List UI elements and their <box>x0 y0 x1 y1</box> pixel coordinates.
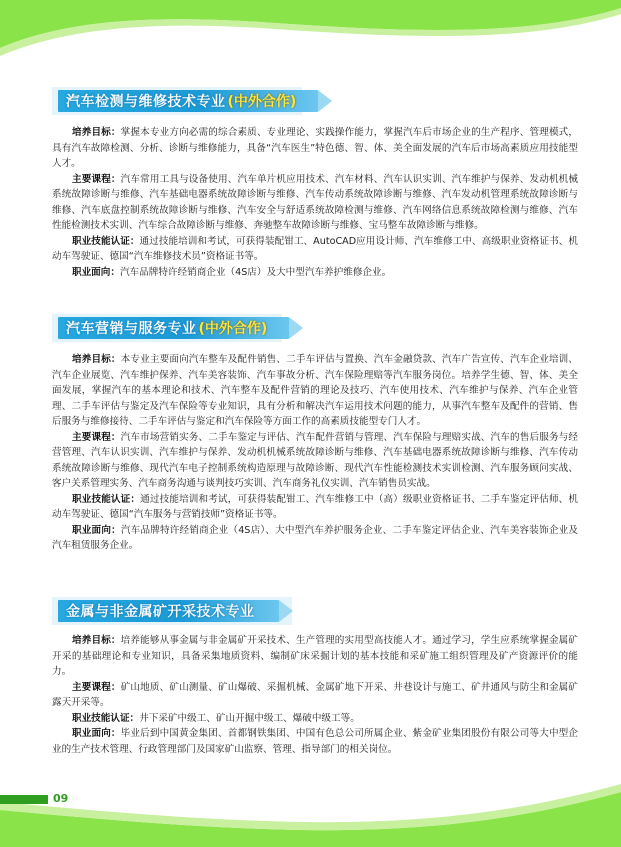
paragraph <box>52 523 578 554</box>
paragraph-text: 掌握本专业方向必需的综合素质、专业理论、实践操作能力，掌握汽车后市场企业的生产程序、管理模式，具有汽车故障检测、分析、诊断与维修能力，具备“汽车医生”特色德、智、体、美全面发展的汽车后市场高素质应用技能型人才。 <box>52 127 579 169</box>
paragraph-label: 培养目标： <box>72 635 121 646</box>
paragraph-label: 主要课程： <box>72 681 121 693</box>
paragraph-text: 通过技能培训和考试，可获得装配钳工、汽车维修工中（高）级职业资格证书、二手车鉴定评估师、机动车驾驶证、德国“汽车服务与营销技师”资格证书等。 <box>52 493 579 520</box>
top-green-swoosh <box>0 0 621 80</box>
paragraph-text: 毕业后到中国黄金集团、首都钢铁集团、中国有色总公司所属企业、紫金矿业集团股份有限公司等大中型企业的生产技术管理、行政管理部门及国家矿山监察、管理、指导部门的相关岗位。 <box>52 728 579 755</box>
paragraph-text: 井下采矿中级工、矿山开掘中级工、爆破中级工等。 <box>139 712 360 724</box>
section-title: 汽车营销与服务专业 <box>66 321 197 337</box>
paragraph-label: 主要课程： <box>72 431 121 443</box>
section-body <box>52 633 578 757</box>
section-tag: (中外合作) <box>227 94 297 110</box>
paragraph <box>52 352 578 430</box>
paragraph-label: 职业技能认证： <box>72 493 141 505</box>
paragraph <box>52 172 578 234</box>
paragraph-text: 汽车品牌特许经销商企业（4S店）、大中型汽车养护服务企业、二手车鉴定评估企业、汽车美容装饰企业及汽车租赁服务企业。 <box>52 524 578 551</box>
bottom-green-swoosh <box>0 780 621 847</box>
paragraph-text: 汽车市场营销实务、二手车鉴定与评估、汽车配件营销与管理、汽车保险与理赔实战、汽车的售后服务与经营管理、汽车认识实训、汽车维护与保养、发动机机械系统故障诊断与维修、汽车基础电器系统故障诊断与维修、汽车传动系统故障诊断与维修、现代汽车电子控制系统构造原理与故障诊断、现代汽车性能检测技术实训检测、汽车服务顾问实战、客户关系管理实务、汽车商务沟通与谈判技巧实训、汽车商务礼仪实训、汽车销售员实战。 <box>52 431 579 489</box>
paragraph <box>52 234 578 265</box>
paragraph-label: 职业技能认证： <box>72 712 140 724</box>
page-number: 09 <box>53 792 69 805</box>
paragraph-label: 职业技能认证： <box>72 235 140 247</box>
paragraph <box>52 430 578 492</box>
paragraph-text: 矿山地质、矿山测量、矿山爆破、采掘机械、金属矿地下开采、井巷设计与施工、矿井通风与防尘和金属矿露天开采等。 <box>52 681 579 708</box>
paragraph <box>52 125 578 172</box>
paragraph-label: 职业面向： <box>72 266 120 278</box>
paragraph-text: 本专业主要面向汽车整车及配件销售、二手车评估与置换、汽车金融贷款、汽车广告宣传、汽车企业培训、汽车企业展览、汽车维护保养、汽车美容装饰、汽车事故分析、汽车保险理赔等汽车服务岗位。培养学生德、智、体、美全面发展，掌握汽车的基本理论和技术、汽车整车及配件营销的理论及技巧、汽车使用技术、汽车维护与保养、汽车企业管理、二手车评估与鉴定及汽车保险等专业知识，具有分析和解决汽车运用技术问题的能力，从事汽车整车及配件的营销、售后服务与维修接待、二手车评估与鉴定和汽车保险等方面工作的高素质技能型专门人才。 <box>52 354 579 427</box>
section-banner-bar <box>58 600 279 622</box>
section-banner-bar <box>58 90 318 112</box>
section-banner-bar <box>58 317 289 339</box>
section-banner <box>58 317 289 339</box>
paragraph-text: 培养能够从事金属与非金属矿开采技术、生产管理的实用型高技能人才。通过学习，学生应系统掌握金属矿开采的基础理论和专业知识，具备采集地质资料、编制矿床采掘计划的基本技能和采矿施工组织管理及矿产资源评价的能力。 <box>52 635 579 677</box>
section-banner <box>58 90 318 112</box>
section-title: 金属与非金属矿开采技术专业 <box>66 604 255 620</box>
page-number-bar <box>0 795 48 804</box>
paragraph <box>52 492 578 523</box>
section-body <box>52 352 578 554</box>
paragraph-label: 职业面向： <box>72 524 121 536</box>
section-title: 汽车检测与维修技术专业 <box>66 94 226 110</box>
paragraph <box>52 680 578 711</box>
paragraph-label: 培养目标： <box>72 127 121 138</box>
section-tag: (中外合作) <box>198 321 268 337</box>
paragraph-label: 主要课程： <box>72 173 121 185</box>
paragraph-label: 职业面向： <box>72 728 121 739</box>
section-body <box>52 125 578 280</box>
paragraph-text: 通过技能培训和考试，可获得装配钳工、AutoCAD应用设计师、汽车维修工中、高级职业资格证书、机动车驾驶证、德国“汽车维修技术员”资格证书等。 <box>52 235 578 262</box>
paragraph <box>52 265 578 281</box>
paragraph <box>52 633 578 680</box>
paragraph <box>52 711 578 727</box>
paragraph <box>52 726 578 757</box>
section-banner <box>58 600 279 622</box>
paragraph-text: 汽车品牌特许经销商企业（4S店）及大中型汽车养护维修企业。 <box>119 266 392 278</box>
paragraph-label: 培养目标： <box>72 354 121 365</box>
paragraph-text: 汽车常用工具与设备使用、汽车单片机应用技术、汽车材料、汽车认识实训、汽车维护与保养、发动机机械系统故障诊断与维修、汽车基础电器系统故障诊断与维修、汽车传动系统故障诊断与维修、汽车发动机管理系统故障诊断与维修、汽车底盘控制系统故障诊断与维修、汽车安全与舒适系统故障检测与维修、汽车网络信息系统故障检测与维修、汽车性能检测技术实训、汽车综合故障诊断与维修、奔驰整车故障诊断与维修、宝马整车故障诊断与维修。 <box>52 173 579 231</box>
